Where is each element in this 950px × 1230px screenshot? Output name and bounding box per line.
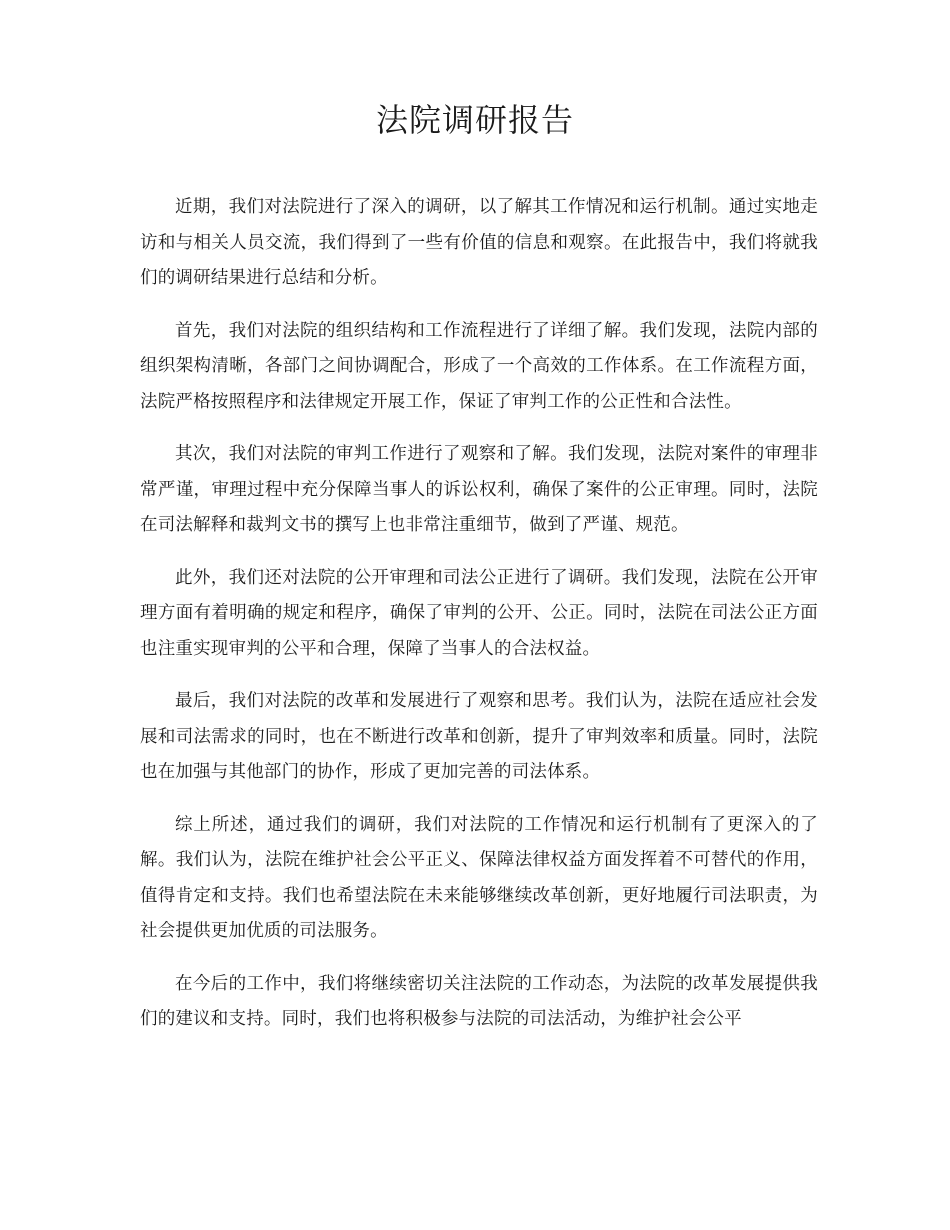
paragraph-intro: 近期，我们对法院进行了深入的调研，以了解其工作情况和运行机制。通过实地走访和与相关人员交流，我们得到了一些有价值的信息和观察。在此报告中，我们将就我们的调研结果进行总结和分析。 xyxy=(140,197,818,288)
paragraph-trial-work: 其次，我们对法院的审判工作进行了观察和了解。我们发现，法院对案件的审理非常严谨，审理过程中充分保障当事人的诉讼权利，确保了案件的公正审理。同时，法院在司法解释和裁判文书的撰写上也非常注重细节，做到了严谨、规范。 xyxy=(140,444,818,535)
paragraph-future-work: 在今后的工作中，我们将继续密切关注法院的工作动态，为法院的改革发展提供我们的建议和支持。同时，我们也将积极参与法院的司法活动，为维护社会公平 xyxy=(140,973,818,1029)
document-title: 法院调研报告 xyxy=(375,101,574,139)
document-body xyxy=(140,190,818,1055)
paragraph-reform: 最后，我们对法院的改革和发展进行了观察和思考。我们认为，法院在适应社会发展和司法需求的同时，也在不断进行改革和创新，提升了审判效率和质量。同时，法院也在加强与其他部门的协作，形成了更加完善的司法体系。 xyxy=(140,691,818,782)
paragraph-organization: 首先，我们对法院的组织结构和工作流程进行了详细了解。我们发现，法院内部的组织架构清晰，各部门之间协调配合，形成了一个高效的工作体系。在工作流程方面，法院严格按照程序和法律规定开展工作，保证了审判工作的公正性和合法性。 xyxy=(140,320,818,412)
paragraph-public-trial: 此外，我们还对法院的公开审理和司法公正进行了调研。我们发现，法院在公开审理方面有着明确的规定和程序，确保了审判的公开、公正。同时，法院在司法公正方面也注重实现审判的公平和合理，保障了当事人的合法权益。 xyxy=(140,567,818,659)
paragraph-summary: 综上所述，通过我们的调研，我们对法院的工作情况和运行机制有了更深入的了解。我们认为，法院在维护社会公平正义、保障法律权益方面发挥着不可替代的作用，值得肯定和支持。我们也希望法院在未来能够继续改革创新，更好地履行司法职责，为社会提供更加优质的司法服务。 xyxy=(140,814,818,941)
